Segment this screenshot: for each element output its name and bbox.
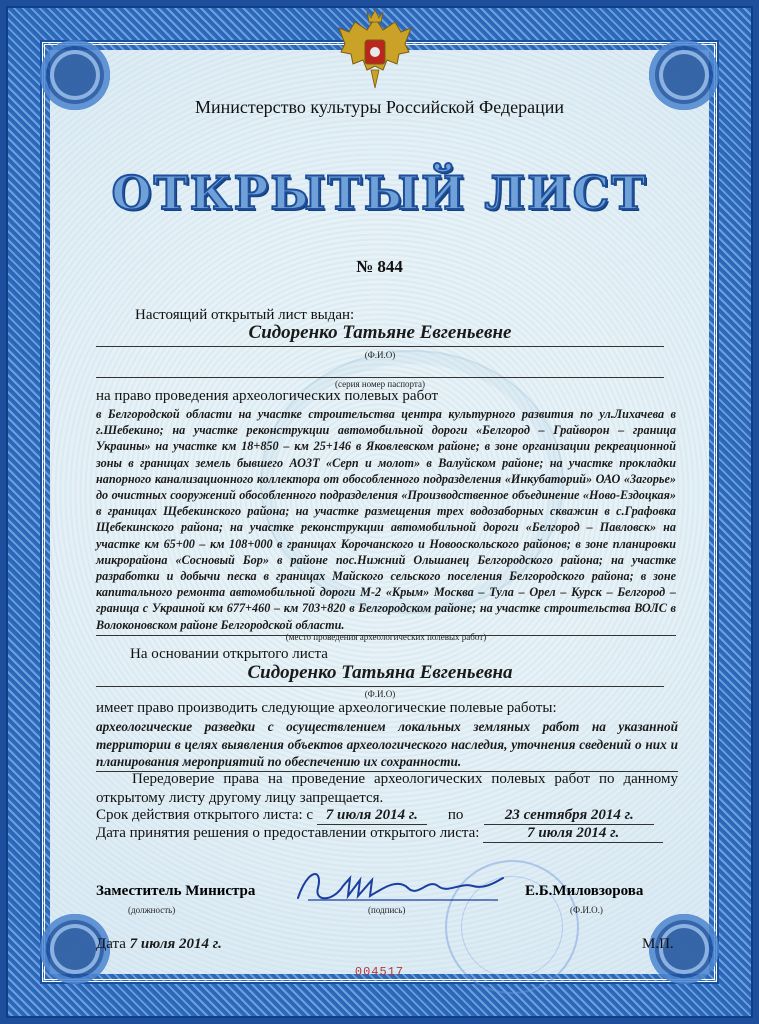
caption-position: (должность) [128,905,176,915]
serial-number: 004517 [354,965,405,979]
date-line [96,936,222,953]
works-label: имеет право производить следующие археологические полевые работы: [96,700,557,716]
issued-label: Настоящий открытый лист выдан: [135,307,355,323]
signer-name: Е.Б.Миловзорова [525,883,644,899]
date-value: 7 июля 2014 г. [129,936,222,952]
holder-name-dative: Сидоренко Татьяне Евгеньевне [96,322,664,347]
date-label: Дата [96,936,126,952]
decision-label: Дата принятия решения о предоставлении открытого листа: [96,825,480,841]
passport-blank-line [96,363,664,378]
validity-row [96,807,678,825]
caption-fio-2: (Ф.И.О) [364,689,396,699]
transfer-note: Передоверие права на проведение археологических полевых работ по данному открытому листу другому лицу запрещается. [96,771,678,806]
caption-location: (место проведения археологических полевых работ) [285,632,487,642]
coat-of-arms-icon [337,8,413,94]
works-types-text: археологические разведки с осуществлением локальных земляных работ на указанной территории в целях выявления объектов археологического наследия, уточнения сведений о них и планирования мероприятий по обеспечению их сохранности. [96,718,678,772]
valid-to-date: 23 сентября 2014 г. [484,807,654,825]
caption-fio: (Ф.И.О) [364,350,396,360]
right-label: на право проведения археологических полевых работ [96,388,439,404]
decision-row [96,825,678,843]
ministry-name: Министерство культуры Российской Федерации [194,97,565,117]
valid-from-date: 7 июля 2014 г. [317,807,427,825]
caption-fio-3: (Ф.И.О.) [570,905,603,915]
caption-signature: (подпись) [368,905,406,915]
caption-passport: (серия номер паспорта) [335,379,425,389]
works-location-text: в Белгородской области на участке строительства центра культурного развития по ул.Лихачева в г.Шебекино; на участке реконструкции автомобильной дороги «Белгород – Грайворон – граница Украины» на участке км 18+850 – км 25+146 в Яковлевском районе; в зоне организации рекреационной зоны в границах земель бывшего АОЗТ «Серп и молот» в Валуйском районе; на участке прокладки напорного канализационного коллектора от обособленного подразделения «Инкубаторий» ОАО «Загорье» до очистных сооружений обособленного подразделения «Производственное объединение «Ново-Ездоцкая» в границах Щебекинского района; на участке размещения трех водозаборных скважин в с.Графовка Щебекинского района; на участке реконструкции автомобильной дороги «Белгород – Павловск» на участке км 65+00 – км 108+000 в границах Корочанского и Новооскольского районов; в зоне планировки микрорайона «Сосновый Бор» в районе пос.Нижний Ольшанец Белгородского района; на участке разработки и добычи песка в границах Майского сельского поселения Белгородского района; в зоне капитального ремонта автомобильной дороги М-2 «Крым» Москва – Тула – Орел – Курск – Белгород – граница с Украиной км 677+460 – км 703+820 в Белгородском районе; на участке строительства ВОЛС в Волоконовском районе Белгородской области. [96,406,676,636]
decision-date: 7 июля 2014 г. [483,825,663,843]
signer-position: Заместитель Министра [96,883,256,899]
validity-to: по [447,807,464,823]
basis-label: На основании открытого листа [130,646,328,662]
seal-label: М.П. [642,936,674,952]
holder-name-nominative: Сидоренко Татьяна Евгеньевна [96,662,664,687]
validity-prefix: Срок действия открытого листа: с [96,807,314,823]
document-number: № 844 [356,257,403,276]
document-title: ОТКРЫТЫЙ ЛИСТ [111,166,648,220]
